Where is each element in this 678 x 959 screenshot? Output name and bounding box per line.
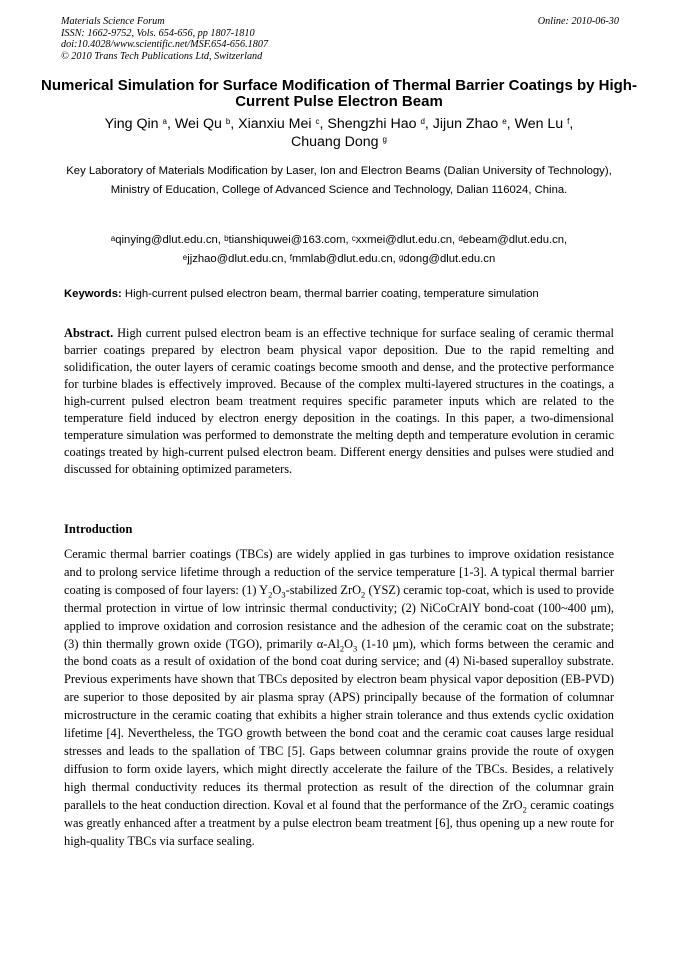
intro-text: ceramic coatings was greatly enhanced after a treatment by a pulse electron beam treatment [6], thus opening up a new route for high-quality TBCs via surface sealing. [64, 797, 614, 848]
subscript: 3 [353, 643, 358, 653]
author-list: Ying Qin $^a$, Wei Qu $^b$, Xianxiu Mei $^c$, Shengzhi Hao $^d$, Jijun Zhao $^e$, Wen Lu $^f$, Chuang Dong $^g$ [104, 116, 574, 150]
subscript: 2 [361, 589, 366, 600]
abstract-label: Abstract. [64, 326, 114, 340]
copyright-line: © 2010 Trans Tech Publications Ltd, Switzerland [61, 50, 263, 62]
author-sup: b [225, 117, 231, 126]
doi-line: doi:10.4028/www.scientific.net/MSF.654-656.1807 [61, 39, 269, 51]
email-sup: f [289, 253, 292, 263]
author-sup: e [502, 117, 507, 126]
subscript: 2 [268, 589, 273, 600]
email-sup: a [110, 234, 116, 243]
author-sup: d [420, 117, 425, 126]
introduction-paragraph [64, 546, 614, 850]
email-address[interactable]: dong@dlut.edu.cn [403, 253, 496, 266]
intro-text: O [344, 636, 354, 651]
keywords-text: High-current pulsed electron beam, thermal barrier coating, temperature simulation [124, 288, 539, 300]
email-list: $^a$qinying@dlut.edu.cn, $^b$tianshiquwei@163.com, $^c$xxmei@dlut.edu.cn, $^d$ebeam@dlut.edu.cn, $^e$jjzhao@dlut.edu.cn, $^f$mmlab@dlut.edu.cn, $^g$dong@dlut.edu.cn [110, 234, 568, 266]
email-address[interactable]: ebeam@dlut.edu.cn [462, 234, 565, 246]
abstract [64, 325, 614, 478]
online-date: Online: 2010-06-30 [537, 16, 619, 27]
author-name: Wen Lu [514, 116, 564, 132]
paper-title: Numerical Simulation for Surface Modification of Thermal Barrier Coatings by High-Current Pulse Electron Beam [41, 77, 637, 110]
keywords [64, 286, 624, 302]
email-address[interactable]: jjzhao@dlut.edu.cn [187, 253, 284, 266]
intro-text: (1-10 μm), which forms between the ceramic and the bond coats as a result of oxidation of the bond coat during service; and (4) Ni-based superalloy substrate. Previous experiments have shown that TBCs deposited by electron beam physical vapor deposition (EB-PVD) are superior to those deposited by air plasma spray (APS) principally because of the formation of columnar microstructure in the ceramic coating that exhibits a higher strain tolerance and thus extends cyclic oxidation lifetime [4]. Nevertheless, the TGO growth between the bond coat and the ceramic coat causes large residual stresses and leads to the spallation of TBC [5]. Gaps between columnar grains provide the route of oxygen diffusion to form oxide layers, which might directly accelerate the failure of the TBCs. Besides, a relatively high thermal conductivity reduces its thermal protection as result of the direction of the columnar grain parallels to the heat conduction direction. Koval et al found that the performance of the ZrO [64, 636, 614, 812]
intro-text: Ceramic thermal barrier coatings (TBCs) are widely applied in gas turbines to improve oxidation resistance and to prolong service lifetime through a reduction of the service temperature [1-3]. A typical thermal barrier coating is composed of four layers: (1) Y [64, 547, 614, 597]
subscript: 3 [281, 589, 286, 600]
intro-text: (YSZ) ceramic top-coat, which is used to provide thermal protection in virtue of low intrinsic thermal conductivity; (2) NiCoCrAlY bond-coat (100~400 μm), applied to improve oxidation and corrosion resistance and the adhesion of the ceramic coat on the substrate; (3) thin thermally grown oxide (TGO), primarily α-Al [64, 582, 614, 651]
journal-header [61, 16, 619, 62]
author-name: Ying Qin [104, 116, 159, 132]
abstract-text: High current pulsed electron beam is an effective technique for surface sealing of ceramic thermal barrier coatings prepared by electron beam physical vapor deposition. Due to the rapid remelting and solidification, the outer layers of ceramic coatings become smooth and dense, and the protective performance for turbine blades is effectively improved. Because of the complex multi-layered structures in the coatings, a high-current pulsed electron beam treatment requires specific parameter inputs which are related to the temperature field induced by electron energy deposition in the coatings. In this paper, a two-dimensional temperature simulation was performed to demonstrate the melting depth and temperature evolution in ceramic coatings treated by high-current pulsed electron beam. Different energy densities and pulses were studied and discussed for obtaining optimized parameters. [64, 326, 614, 476]
author-sup: g [382, 135, 387, 144]
author-name: Chuang Dong [291, 134, 379, 150]
subscript: 2 [339, 643, 345, 653]
keywords-label: Keywords: [64, 288, 122, 300]
subscript: 2 [522, 804, 527, 815]
author-name: Jijun Zhao [432, 116, 499, 132]
email-sup: b [224, 234, 229, 243]
email-address[interactable]: qinying@dlut.edu.cn [115, 234, 218, 246]
author-sup: c [315, 117, 320, 126]
email-address[interactable]: mmlab@dlut.edu.cn [291, 253, 393, 266]
author-name: Xianxiu Mei [238, 116, 312, 132]
journal-name: Materials Science Forum [61, 16, 165, 27]
affiliation: Key Laboratory of Materials Modification by Laser, Ion and Electron Beams (Dalian University of Technology), Ministry of Education, College of Advanced Science and Technology, Dalian 116024, China. [66, 165, 612, 197]
section-heading-introduction: Introduction [64, 522, 133, 536]
issn-line: ISSN: 1662-9752, Vols. 654-656, pp 1807-1810 [61, 27, 255, 39]
email-sup: e [182, 253, 188, 263]
author-sup: f [567, 117, 570, 126]
intro-text: -stabilized ZrO [285, 582, 362, 597]
author-sup: a [162, 117, 167, 126]
email-address[interactable]: tianshiquwei@163.com [228, 234, 346, 246]
email-address[interactable]: xxmei@dlut.edu.cn [355, 234, 453, 246]
author-name: Wei Qu [174, 116, 222, 132]
email-sup: d [458, 234, 463, 243]
intro-text: O [272, 582, 282, 597]
email-sup: c [351, 234, 356, 243]
email-sup: g [398, 253, 404, 263]
author-name: Shengzhi Hao [327, 116, 417, 132]
